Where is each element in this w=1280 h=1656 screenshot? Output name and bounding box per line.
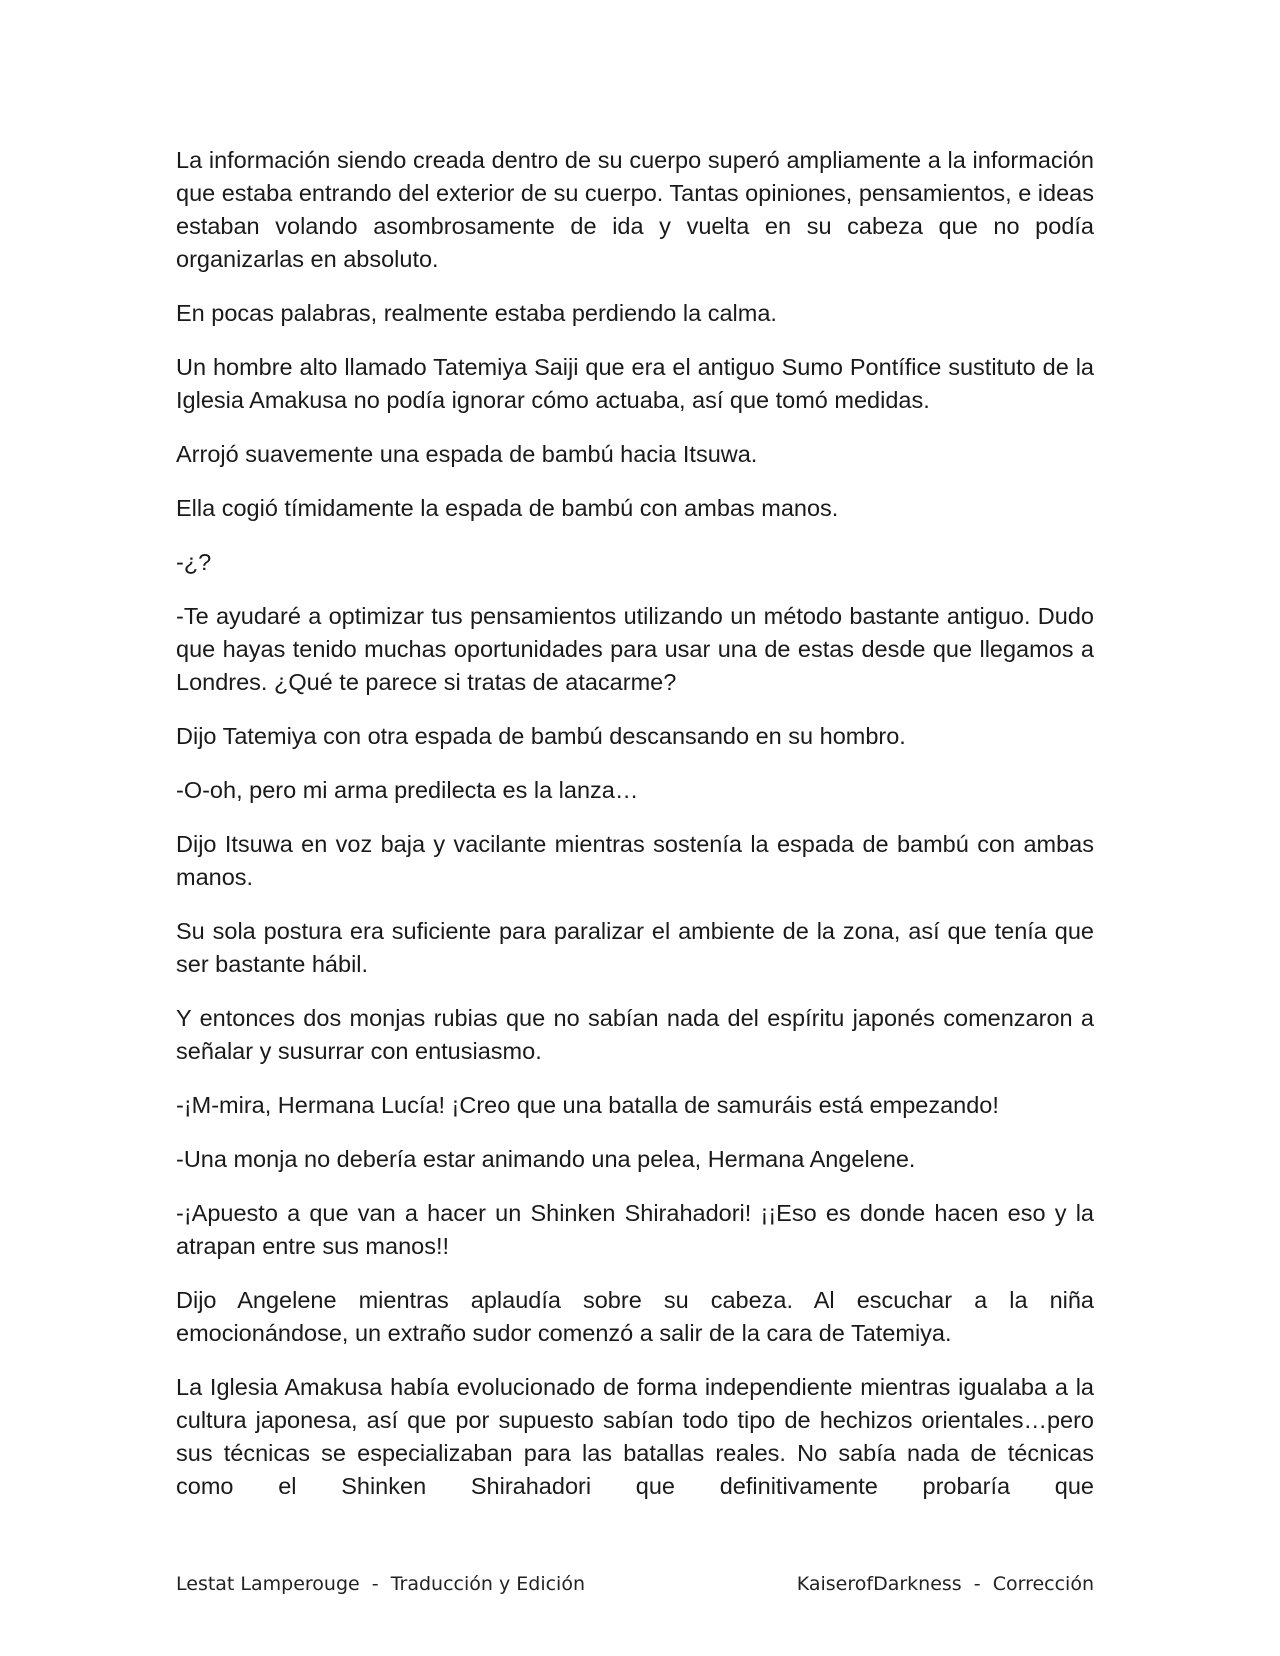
page-footer <box>176 1573 1094 1595</box>
body-text <box>176 144 1094 1503</box>
paragraph: Un hombre alto llamado Tatemiya Saiji que era el antiguo Sumo Pontífice sustituto de la Iglesia Amakusa no podía ignorar cómo actuaba, así que tomó medidas. <box>176 354 1094 413</box>
paragraph: -O-oh, pero mi arma predilecta es la lanza… <box>176 777 639 803</box>
paragraph: -Te ayudaré a optimizar tus pensamientos utilizando un método bastante antiguo. Dudo que hayas tenido muchas oportunidades para usar una de estas desde que llegamos a Londres. ¿Qué te parece si tratas de atacarme? <box>176 603 1094 695</box>
footer-credit-correction: KaiserofDarkness - Corrección <box>796 1573 1094 1595</box>
paragraph: La información siendo creada dentro de su cuerpo superó ampliamente a la información que estaba entrando del exterior de su cuerpo. Tantas opiniones, pensamientos, e ideas estaban volando asombrosamente de ida y vuelta en su cabeza que no podía organizarlas en absoluto. <box>176 147 1094 272</box>
paragraph: Su sola postura era suficiente para paralizar el ambiente de la zona, así que tenía que ser bastante hábil. <box>176 918 1094 977</box>
paragraph: -Una monja no debería estar animando una pelea, Hermana Angelene. <box>176 1146 916 1172</box>
paragraph: Dijo Angelene mientras aplaudía sobre su cabeza. Al escuchar a la niña emocionándose, un extraño sudor comenzó a salir de la cara de Tatemiya. <box>176 1287 1094 1346</box>
footer-credit-translation: Lestat Lamperouge - Traducción y Edición <box>176 1573 586 1595</box>
paragraph: -¡M-mira, Hermana Lucía! ¡Creo que una batalla de samuráis está empezando! <box>176 1092 999 1118</box>
paragraph: Dijo Tatemiya con otra espada de bambú descansando en su hombro. <box>176 723 906 749</box>
paragraph: -¡Apuesto a que van a hacer un Shinken Shirahadori! ¡¡Eso es donde hacen eso y la atrapan entre sus manos!! <box>176 1200 1094 1259</box>
paragraph: Y entonces dos monjas rubias que no sabían nada del espíritu japonés comenzaron a señalar y susurrar con entusiasmo. <box>176 1005 1094 1064</box>
paragraph: Dijo Itsuwa en voz baja y vacilante mientras sostenía la espada de bambú con ambas manos. <box>176 831 1094 890</box>
paragraph: Arrojó suavemente una espada de bambú hacia Itsuwa. <box>176 441 758 467</box>
paragraph: Ella cogió tímidamente la espada de bambú con ambas manos. <box>176 495 839 521</box>
paragraph: -¿? <box>176 549 212 575</box>
paragraph: En pocas palabras, realmente estaba perdiendo la calma. <box>176 300 777 326</box>
paragraph: La Iglesia Amakusa había evolucionado de forma independiente mientras igualaba a la cultura japonesa, así que por supuesto sabían todo tipo de hechizos orientales…pero sus técnicas se especializaban para las batallas reales. No sabía nada de técnicas como el Shinken Shirahadori que definitivamente probaría que <box>176 1374 1094 1499</box>
